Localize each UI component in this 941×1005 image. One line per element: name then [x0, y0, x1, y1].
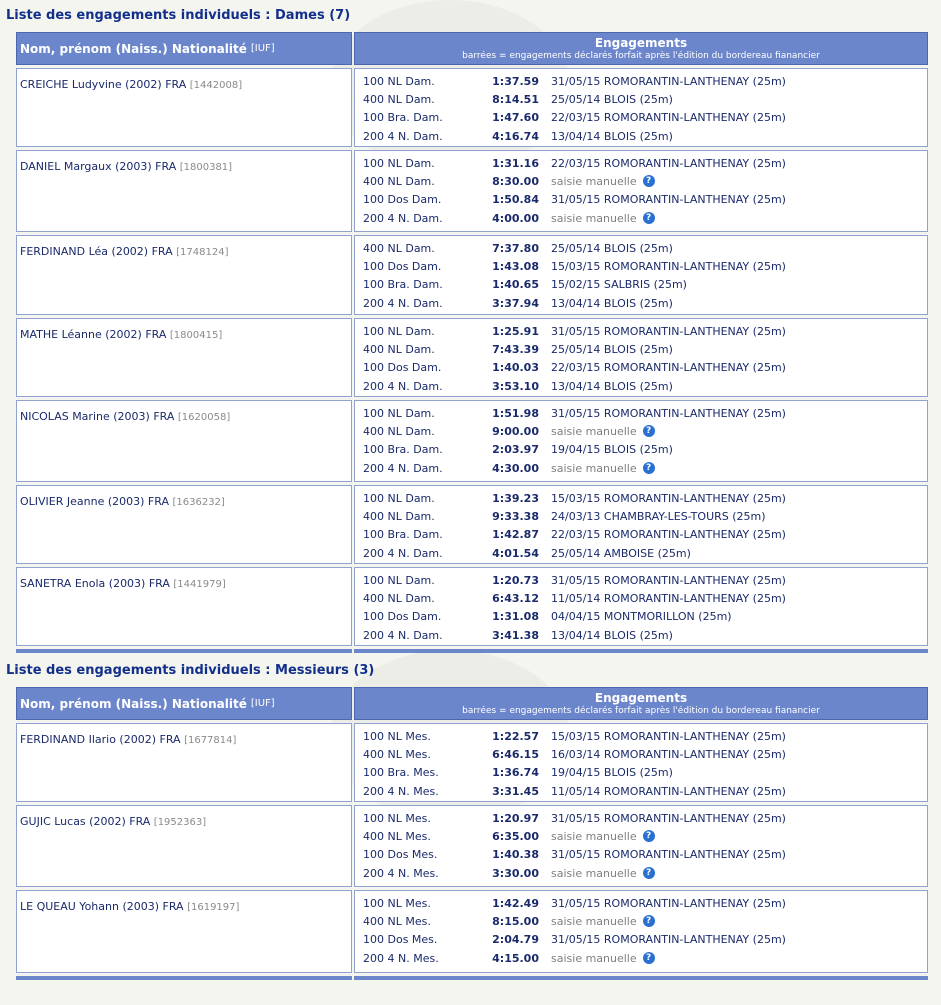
entry-line	[363, 422, 927, 440]
entry-meet-info: 13/04/14 BLOIS (25m)	[551, 296, 673, 310]
swimmer-entries-cell	[354, 150, 928, 232]
entry-time: 3:31.45	[492, 784, 539, 798]
entry-event: 200 4 N. Dam.	[363, 461, 443, 475]
entry-event: 200 4 N. Dam.	[363, 628, 443, 642]
entry-line	[363, 191, 927, 209]
entry-event: 100 Dos Mes.	[363, 933, 438, 947]
swimmer-entries-cell	[354, 485, 928, 564]
entry-time: 6:43.12	[492, 591, 539, 605]
entry-time: 1:40.38	[492, 848, 539, 862]
entry-time: 3:30.00	[492, 866, 539, 880]
entry-line	[363, 864, 927, 882]
entry-meet-info: 15/03/15 ROMORANTIN-LANTHENAY (25m)	[551, 491, 786, 505]
swimmer-name-cell	[16, 235, 352, 315]
entry-meet-info: 13/04/14 BLOIS (25m)	[551, 129, 673, 143]
table-dames	[16, 32, 928, 653]
header-name-label: Nom, prénom (Naiss.) Nationalité	[20, 696, 247, 711]
entry-time: 2:03.97	[492, 443, 539, 457]
swimmer-name-cell	[16, 805, 352, 887]
rows-messieurs	[16, 723, 928, 973]
entry-event: 100 Bra. Dam.	[363, 528, 443, 542]
swimmer-name: FERDINAND Léa (2002) FRA	[20, 245, 173, 258]
swimmer-iuf: [1442008]	[189, 80, 243, 91]
entry-event: 100 Dos Dam.	[363, 361, 442, 375]
entry-line	[363, 127, 927, 145]
entry-meet-info: 31/05/15 ROMORANTIN-LANTHENAY (25m)	[551, 573, 786, 587]
swimmer-name: DANIEL Margaux (2003) FRA	[20, 160, 177, 173]
table-messieurs	[16, 687, 928, 980]
entry-event: 100 NL Dam.	[363, 156, 435, 170]
entry-line	[363, 90, 927, 108]
entry-line	[363, 846, 927, 864]
entry-meet-info: 31/05/15 ROMORANTIN-LANTHENAY (25m)	[551, 193, 786, 207]
entry-meet-info: 31/05/15 ROMORANTIN-LANTHENAY (25m)	[551, 811, 786, 825]
entry-manual-note: saisie manuelle	[551, 866, 637, 880]
entry-event: 100 Bra. Dam.	[363, 278, 443, 292]
table-footer	[16, 649, 928, 653]
swimmer-name-cell	[16, 723, 352, 802]
entry-meet-info: 31/05/15 ROMORANTIN-LANTHENAY (25m)	[551, 74, 786, 88]
swimmer-row	[16, 890, 928, 973]
entry-meet-info: 19/04/15 BLOIS (25m)	[551, 766, 673, 780]
swimmer-row	[16, 567, 928, 646]
swimmer-row	[16, 235, 928, 315]
section-title-messieurs: Liste des engagements individuels : Messieurs (3)	[6, 663, 375, 678]
entry-meet-info: 31/05/15 ROMORANTIN-LANTHENAY (25m)	[551, 896, 786, 910]
swimmer-name: MATHE Léanne (2002) FRA	[20, 328, 167, 341]
entry-line	[363, 441, 927, 459]
entry-line	[363, 626, 927, 644]
header-eng-label: Engagements	[594, 691, 688, 705]
swimmer-iuf: [1952363]	[153, 817, 207, 828]
entry-event: 400 NL Mes.	[363, 829, 431, 843]
table-footer	[16, 976, 928, 980]
entry-time: 4:15.00	[492, 951, 539, 965]
entry-line	[363, 294, 927, 312]
entry-meet-info: 15/03/15 ROMORANTIN-LANTHENAY (25m)	[551, 259, 786, 273]
entry-line	[363, 209, 927, 227]
entry-event: 100 NL Mes.	[363, 811, 431, 825]
entry-time: 1:42.87	[492, 528, 539, 542]
swimmer-row	[16, 485, 928, 564]
entry-time: 6:35.00	[492, 829, 539, 843]
entry-event: 100 Dos Dam.	[363, 259, 442, 273]
entry-meet-info: 22/03/15 ROMORANTIN-LANTHENAY (25m)	[551, 111, 786, 125]
swimmer-entries-cell	[354, 68, 928, 147]
swimmer-name-cell	[16, 485, 352, 564]
header-iuf-label: [IUF]	[250, 43, 275, 54]
swimmer-name: FERDINAND Ilario (2002) FRA	[20, 733, 181, 746]
header-eng-note: barrées = engagements déclarés forfait après l'édition du bordereau fianancier	[462, 706, 820, 716]
entry-event: 100 Bra. Dam.	[363, 111, 443, 125]
header-eng-label: Engagements	[594, 36, 688, 50]
help-icon[interactable]: ?	[643, 425, 655, 437]
entry-line	[363, 109, 927, 127]
entry-meet-info: 15/02/15 SALBRIS (25m)	[551, 278, 687, 292]
entry-time: 1:40.03	[492, 361, 539, 375]
entry-event: 400 NL Dam.	[363, 591, 435, 605]
header-iuf-label: [IUF]	[250, 698, 275, 709]
entry-event: 100 Bra. Mes.	[363, 766, 439, 780]
entry-time: 8:15.00	[492, 914, 539, 928]
entry-line	[363, 459, 927, 477]
swimmer-entries-cell	[354, 400, 928, 482]
entry-line	[363, 340, 927, 358]
entry-line	[363, 827, 927, 845]
swimmer-name: NICOLAS Marine (2003) FRA	[20, 410, 175, 423]
entry-line	[363, 727, 927, 745]
entry-meet-info: 13/04/14 BLOIS (25m)	[551, 628, 673, 642]
swimmer-iuf: [1620058]	[177, 412, 231, 423]
entry-line	[363, 764, 927, 782]
entry-event: 400 NL Mes.	[363, 914, 431, 928]
header-name-col	[16, 687, 352, 720]
entry-event: 200 4 N. Mes.	[363, 866, 439, 880]
entry-event: 400 NL Dam.	[363, 509, 435, 523]
entry-manual-note: saisie manuelle	[551, 914, 637, 928]
entry-line	[363, 608, 927, 626]
entry-time: 1:42.49	[492, 896, 539, 910]
entry-event: 100 NL Dam.	[363, 74, 435, 88]
entry-manual-note: saisie manuelle	[551, 211, 637, 225]
entry-meet-info: 25/05/14 BLOIS (25m)	[551, 241, 673, 255]
swimmer-entries-cell	[354, 318, 928, 397]
entry-line	[363, 894, 927, 912]
entry-time: 2:04.79	[492, 933, 539, 947]
entry-time: 1:36.74	[492, 766, 539, 780]
entry-meet-info: 25/05/14 BLOIS (25m)	[551, 92, 673, 106]
entry-event: 200 4 N. Mes.	[363, 784, 439, 798]
header-eng-col	[354, 32, 928, 65]
entry-line	[363, 489, 927, 507]
entry-line	[363, 589, 927, 607]
entry-meet-info: 22/03/15 ROMORANTIN-LANTHENAY (25m)	[551, 528, 786, 542]
entry-line	[363, 782, 927, 800]
entry-event: 100 Dos Mes.	[363, 848, 438, 862]
entry-time: 7:37.80	[492, 241, 539, 255]
entry-line	[363, 72, 927, 90]
entry-line	[363, 404, 927, 422]
swimmer-name: CREICHE Ludyvine (2002) FRA	[20, 78, 187, 91]
entry-meet-info: 22/03/15 ROMORANTIN-LANTHENAY (25m)	[551, 156, 786, 170]
swimmer-name-cell	[16, 400, 352, 482]
entry-time: 4:00.00	[492, 211, 539, 225]
entry-event: 400 NL Dam.	[363, 92, 435, 106]
swimmer-row	[16, 400, 928, 482]
entry-time: 1:37.59	[492, 74, 539, 88]
header-name-col	[16, 32, 352, 65]
entry-event: 200 4 N. Dam.	[363, 379, 443, 393]
table-header	[16, 32, 928, 65]
entry-manual-note: saisie manuelle	[551, 829, 637, 843]
entry-meet-info: 31/05/15 ROMORANTIN-LANTHENAY (25m)	[551, 324, 786, 338]
entry-line	[363, 526, 927, 544]
swimmer-entries-cell	[354, 805, 928, 887]
entry-time: 1:20.73	[492, 573, 539, 587]
swimmer-entries-cell	[354, 235, 928, 315]
entry-time: 8:14.51	[492, 92, 539, 106]
entry-line	[363, 276, 927, 294]
entry-line	[363, 154, 927, 172]
entry-time: 4:30.00	[492, 461, 539, 475]
entry-time: 1:31.16	[492, 156, 539, 170]
entry-time: 1:47.60	[492, 111, 539, 125]
entry-time: 6:46.15	[492, 747, 539, 761]
entry-line	[363, 239, 927, 257]
entry-meet-info: 25/05/14 BLOIS (25m)	[551, 342, 673, 356]
entry-time: 1:39.23	[492, 491, 539, 505]
entry-meet-info: 11/05/14 ROMORANTIN-LANTHENAY (25m)	[551, 784, 786, 798]
header-name-label: Nom, prénom (Naiss.) Nationalité	[20, 41, 247, 56]
swimmer-row	[16, 723, 928, 802]
entry-time: 1:43.08	[492, 259, 539, 273]
swimmer-name: OLIVIER Jeanne (2003) FRA	[20, 495, 169, 508]
entry-line	[363, 507, 927, 525]
entry-meet-info: 25/05/14 AMBOISE (25m)	[551, 546, 691, 560]
entry-line	[363, 745, 927, 763]
help-icon[interactable]: ?	[643, 212, 655, 224]
entry-line	[363, 359, 927, 377]
entry-time: 1:50.84	[492, 193, 539, 207]
swimmer-iuf: [1677814]	[184, 735, 237, 746]
swimmer-iuf: [1441979]	[173, 579, 226, 590]
swimmer-name: LE QUEAU Yohann (2003) FRA	[20, 900, 184, 913]
help-icon[interactable]: ?	[643, 915, 655, 927]
entry-time: 1:40.65	[492, 278, 539, 292]
entry-time: 7:43.39	[492, 342, 539, 356]
entry-meet-info: 31/05/15 ROMORANTIN-LANTHENAY (25m)	[551, 406, 786, 420]
entry-event: 100 NL Dam.	[363, 491, 435, 505]
entry-time: 4:16.74	[492, 129, 539, 143]
entry-time: 3:53.10	[492, 379, 539, 393]
help-icon[interactable]: ?	[643, 867, 655, 879]
entry-meet-info: 04/04/15 MONTMORILLON (25m)	[551, 610, 732, 624]
swimmer-entries-cell	[354, 723, 928, 802]
entry-event: 200 4 N. Dam.	[363, 296, 443, 310]
entry-event: 100 NL Mes.	[363, 896, 431, 910]
entry-line	[363, 571, 927, 589]
help-icon[interactable]: ?	[643, 952, 655, 964]
entry-event: 100 Dos Dam.	[363, 193, 442, 207]
rows-dames	[16, 68, 928, 646]
header-eng-note: barrées = engagements déclarés forfait après l'édition du bordereau fianancier	[462, 51, 820, 61]
help-icon[interactable]: ?	[643, 830, 655, 842]
entry-time: 1:25.91	[492, 324, 539, 338]
entry-manual-note: saisie manuelle	[551, 174, 637, 188]
swimmer-row	[16, 318, 928, 397]
entry-manual-note: saisie manuelle	[551, 461, 637, 475]
entry-event: 100 NL Mes.	[363, 729, 431, 743]
entry-meet-info: 19/04/15 BLOIS (25m)	[551, 443, 673, 457]
entry-line	[363, 949, 927, 967]
entry-event: 100 Bra. Dam.	[363, 443, 443, 457]
entry-meet-info: 11/05/14 ROMORANTIN-LANTHENAY (25m)	[551, 591, 786, 605]
swimmer-entries-cell	[354, 890, 928, 973]
entry-event: 400 NL Dam.	[363, 174, 435, 188]
entry-line	[363, 172, 927, 190]
entry-manual-note: saisie manuelle	[551, 951, 637, 965]
entry-meet-info: 31/05/15 ROMORANTIN-LANTHENAY (25m)	[551, 933, 786, 947]
entry-event: 100 Dos Dam.	[363, 610, 442, 624]
entry-meet-info: 24/03/13 CHAMBRAY-LES-TOURS (25m)	[551, 509, 766, 523]
entry-time: 3:37.94	[492, 296, 539, 310]
swimmer-name-cell	[16, 318, 352, 397]
entry-event: 100 NL Dam.	[363, 406, 435, 420]
swimmer-name: GUJIC Lucas (2002) FRA	[20, 815, 151, 828]
entry-event: 200 4 N. Mes.	[363, 951, 439, 965]
header-eng-col	[354, 687, 928, 720]
entry-time: 1:22.57	[492, 729, 539, 743]
entry-meet-info: 31/05/15 ROMORANTIN-LANTHENAY (25m)	[551, 848, 786, 862]
swimmer-iuf: [1636232]	[172, 497, 225, 508]
help-icon[interactable]: ?	[643, 175, 655, 187]
section-title-dames: Liste des engagements individuels : Dames (7)	[6, 8, 351, 23]
entry-event: 200 4 N. Dam.	[363, 211, 443, 225]
swimmer-iuf: [1619197]	[187, 902, 240, 913]
table-header	[16, 687, 928, 720]
entry-event: 200 4 N. Dam.	[363, 546, 443, 560]
entry-meet-info: 22/03/15 ROMORANTIN-LANTHENAY (25m)	[551, 361, 786, 375]
swimmer-name-cell	[16, 890, 352, 973]
swimmer-row	[16, 150, 928, 232]
entry-line	[363, 377, 927, 395]
swimmer-entries-cell	[354, 567, 928, 646]
entry-event: 400 NL Dam.	[363, 241, 435, 255]
entry-event: 400 NL Dam.	[363, 424, 435, 438]
swimmer-iuf: [1800415]	[169, 330, 223, 341]
entry-meet-info: 16/03/14 ROMORANTIN-LANTHENAY (25m)	[551, 747, 786, 761]
swimmer-row	[16, 68, 928, 147]
swimmer-name-cell	[16, 567, 352, 646]
swimmer-row	[16, 805, 928, 887]
entry-line	[363, 912, 927, 930]
entry-event: 100 NL Dam.	[363, 573, 435, 587]
entry-time: 1:51.98	[492, 406, 539, 420]
entry-time: 1:31.08	[492, 610, 539, 624]
entry-time: 1:20.97	[492, 811, 539, 825]
entry-line	[363, 809, 927, 827]
swimmer-name-cell	[16, 68, 352, 147]
entry-time: 9:33.38	[492, 509, 539, 523]
entry-time: 3:41.38	[492, 628, 539, 642]
entry-line	[363, 322, 927, 340]
entry-time: 8:30.00	[492, 174, 539, 188]
swimmer-name-cell	[16, 150, 352, 232]
entry-manual-note: saisie manuelle	[551, 424, 637, 438]
entry-event: 400 NL Dam.	[363, 342, 435, 356]
swimmer-name: SANETRA Enola (2003) FRA	[20, 577, 170, 590]
entry-meet-info: 13/04/14 BLOIS (25m)	[551, 379, 673, 393]
help-icon[interactable]: ?	[643, 462, 655, 474]
entry-event: 100 NL Dam.	[363, 324, 435, 338]
entry-meet-info: 15/03/15 ROMORANTIN-LANTHENAY (25m)	[551, 729, 786, 743]
swimmer-iuf: [1748124]	[176, 247, 229, 258]
entry-line	[363, 544, 927, 562]
entry-line	[363, 257, 927, 275]
swimmer-iuf: [1800381]	[179, 162, 233, 173]
entry-event: 200 4 N. Dam.	[363, 129, 443, 143]
entry-time: 4:01.54	[492, 546, 539, 560]
entry-event: 400 NL Mes.	[363, 747, 431, 761]
entry-time: 9:00.00	[492, 424, 539, 438]
entry-line	[363, 931, 927, 949]
